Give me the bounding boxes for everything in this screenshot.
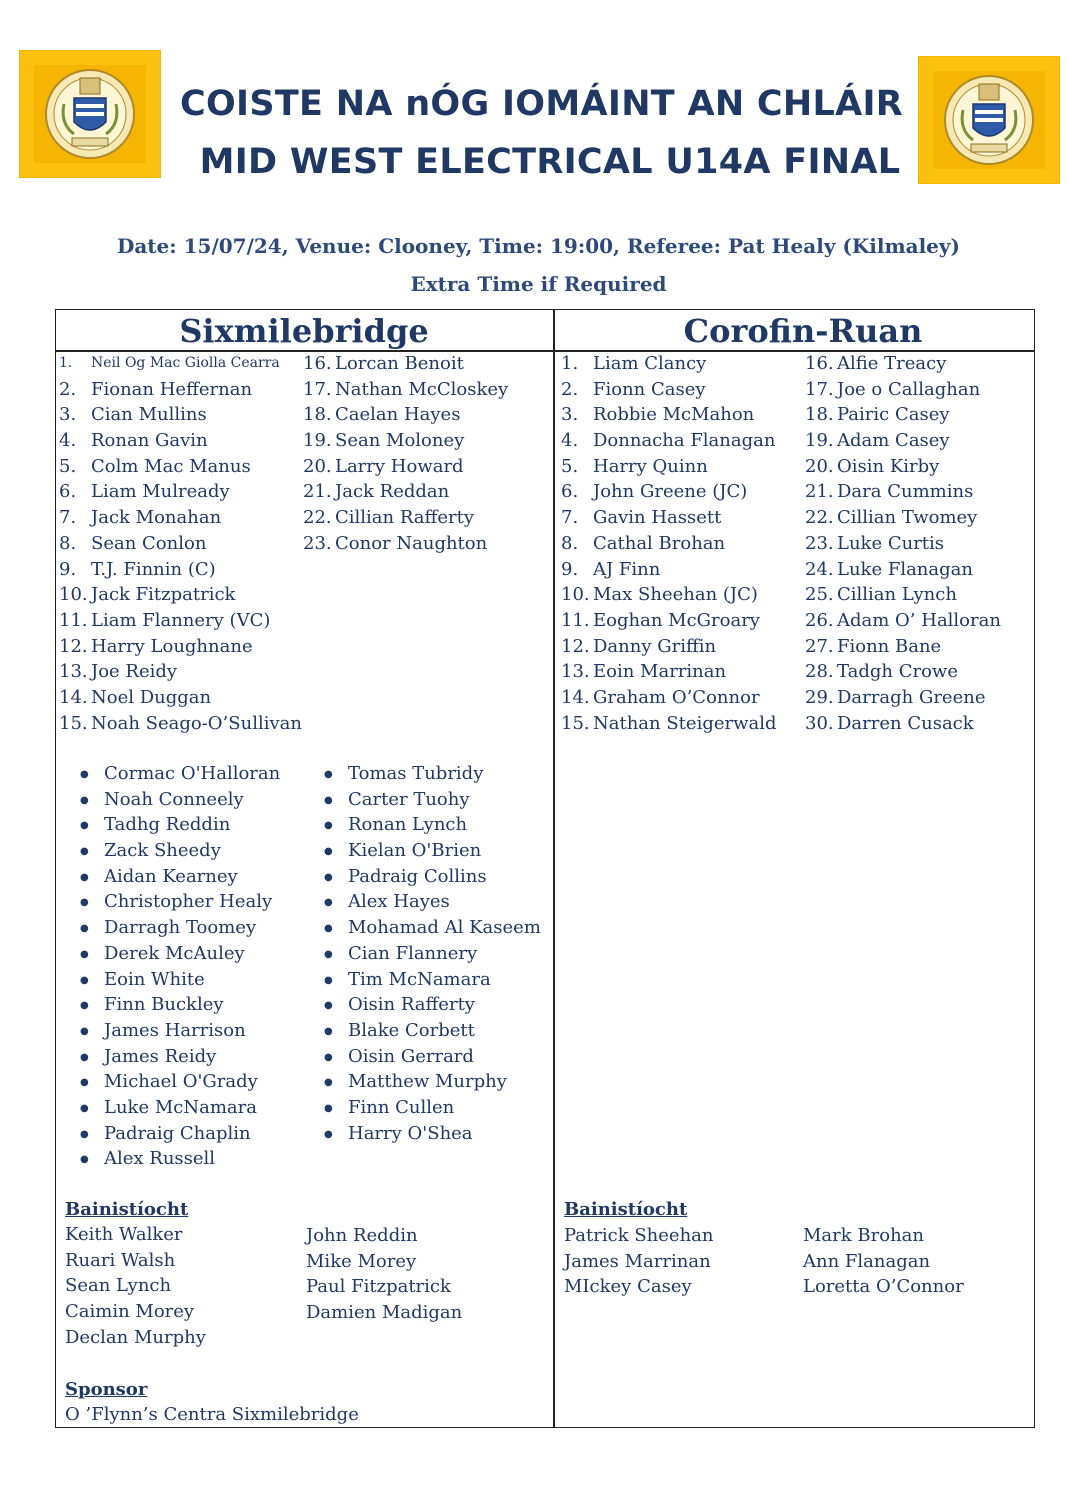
panel-player-row: [66, 864, 280, 890]
player-number: 24.: [805, 558, 834, 580]
player-number: 3.: [59, 404, 77, 426]
player-row: [303, 402, 508, 428]
player-name: Harry Quinn: [593, 455, 708, 477]
player-row: [561, 659, 777, 685]
panel-player-name: Kielan O'Brien: [348, 840, 482, 862]
bullet-icon: [66, 967, 104, 996]
player-number: 17.: [303, 378, 332, 400]
player-name: Nathan Steigerwald: [593, 712, 777, 734]
panel-player-name: Luke McNamara: [104, 1096, 257, 1118]
home-players-1-15: [59, 351, 302, 736]
player-name: Colm Mac Manus: [91, 455, 251, 477]
panel-player-name: Padraig Chaplin: [104, 1122, 251, 1144]
management-member: Ruari Walsh: [65, 1249, 176, 1271]
player-name: Luke Curtis: [837, 532, 945, 554]
player-name: Alfie Treacy: [837, 353, 947, 374]
player-row: [59, 685, 302, 711]
panel-player-row: [310, 864, 541, 890]
panel-player-name: Ronan Lynch: [348, 814, 468, 836]
player-row: [59, 479, 302, 505]
player-number: 13.: [561, 661, 590, 683]
player-name: Lorcan Benoit: [335, 353, 464, 374]
player-number: 11.: [561, 609, 590, 631]
management-member: Keith Walker: [65, 1224, 183, 1245]
panel-player-name: Alex Hayes: [348, 891, 450, 913]
panel-player-row: [66, 761, 280, 787]
player-name: Fionn Bane: [837, 635, 942, 657]
player-row: [59, 634, 302, 660]
extra-time-note: Extra Time if Required: [410, 272, 667, 296]
player-row: [303, 505, 508, 531]
panel-player-name: Blake Corbett: [348, 1019, 475, 1041]
management-member: Declan Murphy: [65, 1326, 206, 1348]
bullet-icon: [66, 838, 104, 867]
player-row: [561, 557, 777, 583]
player-name: Max Sheehan (JC): [593, 584, 758, 606]
player-name: Adam Casey: [837, 430, 950, 452]
player-number: 6.: [59, 481, 77, 503]
panel-player-row: [310, 812, 541, 838]
panel-player-name: Harry O'Shea: [348, 1122, 473, 1144]
match-details: Date: 15/07/24, Venue: Clooney, Time: 19:00, Referee: Pat Healy (Kilmaley): [117, 234, 960, 258]
player-name: Fionan Heffernan: [91, 378, 253, 400]
player-row: [59, 557, 302, 583]
player-number: 28.: [805, 661, 834, 683]
bullet-icon: [66, 992, 104, 1021]
panel-player-name: Zack Sheedy: [104, 840, 221, 862]
player-number: 10.: [561, 584, 590, 606]
player-name: Jack Reddan: [335, 481, 450, 503]
left-crest: [20, 51, 160, 177]
player-name: Jack Fitzpatrick: [91, 584, 236, 606]
player-row: [805, 685, 1001, 711]
panel-player-name: James Reidy: [104, 1045, 217, 1067]
player-name: Harry Loughnane: [91, 635, 253, 657]
player-name: John Greene (JC): [593, 481, 748, 503]
player-name: Oisin Kirby: [837, 455, 940, 477]
player-number: 9.: [59, 558, 77, 580]
player-number: 15.: [59, 712, 88, 734]
player-name: Darren Cusack: [837, 712, 974, 734]
panel-player-row: [66, 967, 280, 993]
bullet-icon: [310, 864, 348, 893]
panel-player-name: Cian Flannery: [348, 942, 478, 964]
player-number: 23.: [303, 532, 332, 554]
panel-player-row: [310, 941, 541, 967]
player-name: Liam Mulready: [91, 481, 230, 503]
player-number: 20.: [303, 455, 332, 477]
player-row: [59, 454, 302, 480]
player-row: [561, 531, 777, 557]
player-row: [561, 479, 777, 505]
player-number: 1.: [561, 353, 579, 374]
bullet-icon: [66, 889, 104, 918]
panel-player-name: Oisin Gerrard: [348, 1045, 474, 1067]
bullet-icon: [66, 1044, 104, 1073]
player-name: Gavin Hassett: [593, 507, 722, 529]
management-member: MIckey Casey: [564, 1276, 692, 1298]
player-row: [805, 634, 1001, 660]
player-row: [805, 428, 1001, 454]
panel-player-name: Cormac O'Halloran: [104, 763, 281, 784]
panel-player-name: Matthew Murphy: [348, 1071, 507, 1093]
management-member: Mike Morey: [306, 1250, 417, 1272]
player-number: 15.: [561, 712, 590, 734]
player-number: 4.: [561, 430, 579, 452]
player-row: [59, 531, 302, 557]
player-name: Sean Moloney: [335, 430, 465, 452]
bullet-icon: [310, 838, 348, 867]
player-row: [805, 711, 1001, 737]
player-number: 21.: [805, 481, 834, 503]
player-row: [805, 505, 1001, 531]
player-number: 13.: [59, 661, 88, 683]
player-name: Cian Mullins: [91, 404, 207, 426]
panel-player-name: Finn Cullen: [348, 1096, 455, 1118]
panel-player-row: [66, 1146, 280, 1172]
player-name: Eoin Marrinan: [593, 661, 727, 683]
panel-player-row: [66, 889, 280, 915]
management-member: Loretta O’Connor: [803, 1276, 964, 1298]
player-name: Luke Flanagan: [837, 558, 973, 580]
player-row: [303, 428, 508, 454]
panel-player-name: Christopher Healy: [104, 891, 273, 913]
player-number: 26.: [805, 609, 834, 631]
management-member: Ann Flanagan: [803, 1250, 931, 1272]
bullet-icon: [66, 761, 104, 790]
panel-player-row: [310, 889, 541, 915]
player-name: Sean Conlon: [91, 532, 207, 554]
player-number: 6.: [561, 481, 579, 503]
panel-player-row: [66, 1069, 280, 1095]
player-name: Ronan Gavin: [91, 430, 208, 452]
away-management-heading: Bainistíocht: [564, 1199, 688, 1220]
management-member: Patrick Sheehan: [564, 1225, 714, 1246]
away-management-list-2: [803, 1223, 964, 1300]
player-name: Cillian Lynch: [837, 584, 957, 606]
player-row: [805, 454, 1001, 480]
player-row: [59, 608, 302, 634]
panel-player-row: [310, 1095, 541, 1121]
panel-player-name: Derek McAuley: [104, 942, 245, 964]
panel-player-row: [310, 992, 541, 1018]
player-row: [805, 582, 1001, 608]
away-players-16-30: [805, 351, 1001, 736]
bullet-icon: [310, 941, 348, 970]
player-row: [805, 608, 1001, 634]
player-name: Tadgh Crowe: [837, 661, 958, 683]
title-line-1: COISTE NA nÓG IOMÁINT AN CHLÁIR: [180, 84, 904, 124]
player-name: Larry Howard: [335, 455, 464, 477]
bullet-icon: [66, 1121, 104, 1150]
player-name: Adam O’ Halloran: [837, 609, 1001, 631]
player-number: 1.: [59, 355, 73, 371]
sponsor-name: O ’Flynn’s Centra Sixmilebridge: [65, 1404, 359, 1425]
player-name: Noah Seago-O’Sullivan: [91, 712, 302, 734]
panel-player-row: [310, 915, 541, 941]
panel-player-name: Darragh Toomey: [104, 917, 257, 939]
bullet-icon: [310, 1121, 348, 1150]
player-row: [59, 711, 302, 737]
player-number: 4.: [59, 430, 77, 452]
player-row: [561, 685, 777, 711]
player-number: 18.: [303, 404, 332, 426]
player-number: 5.: [59, 455, 77, 477]
panel-player-row: [310, 1018, 541, 1044]
player-number: 17.: [805, 378, 834, 400]
player-number: 11.: [59, 609, 88, 631]
panel-player-row: [66, 915, 280, 941]
player-row: [303, 531, 508, 557]
player-name: T.J. Finnin (C): [91, 558, 216, 580]
player-number: 7.: [561, 507, 579, 529]
player-row: [561, 634, 777, 660]
sponsor-heading: Sponsor: [65, 1379, 148, 1400]
player-number: 21.: [303, 481, 332, 503]
panel-player-row: [66, 787, 280, 813]
player-number: 10.: [59, 584, 88, 606]
player-number: 27.: [805, 635, 834, 657]
player-row: [561, 402, 777, 428]
bullet-icon: [310, 1018, 348, 1047]
player-number: 3.: [561, 404, 579, 426]
bullet-icon: [310, 787, 348, 816]
player-number: 14.: [59, 686, 88, 708]
player-row: [59, 351, 302, 377]
player-row: [303, 351, 508, 377]
panel-player-name: Padraig Collins: [348, 865, 487, 887]
player-name: Cillian Rafferty: [335, 507, 474, 529]
player-name: Darragh Greene: [837, 686, 986, 708]
panel-player-row: [66, 992, 280, 1018]
panel-player-row: [310, 787, 541, 813]
bullet-icon: [66, 864, 104, 893]
bullet-icon: [310, 915, 348, 944]
away-management-list-1: [564, 1223, 713, 1300]
player-name: Donnacha Flanagan: [593, 430, 776, 452]
player-row: [805, 531, 1001, 557]
bullet-icon: [310, 992, 348, 1021]
panel-player-row: [66, 941, 280, 967]
home-team-name: Sixmilebridge: [179, 312, 429, 350]
player-name: Robbie McMahon: [593, 404, 755, 426]
player-row: [805, 557, 1001, 583]
bullet-icon: [310, 1069, 348, 1098]
management-member: John Reddin: [306, 1225, 418, 1246]
player-row: [561, 608, 777, 634]
bullet-icon: [310, 967, 348, 996]
panel-player-row: [310, 967, 541, 993]
player-name: Fionn Casey: [593, 378, 706, 400]
title-line-2: MID WEST ELECTRICAL U14A FINAL: [199, 142, 901, 182]
player-row: [561, 428, 777, 454]
player-row: [805, 659, 1001, 685]
player-name: Joe o Callaghan: [837, 378, 981, 400]
player-row: [59, 659, 302, 685]
panel-player-row: [66, 1018, 280, 1044]
home-management-heading: Bainistíocht: [65, 1199, 189, 1220]
player-number: 14.: [561, 686, 590, 708]
player-number: 8.: [561, 532, 579, 554]
panel-player-row: [66, 1044, 280, 1070]
player-name: Pairic Casey: [837, 404, 950, 426]
bullet-icon: [66, 1018, 104, 1047]
player-row: [59, 505, 302, 531]
county-crest-icon: [40, 64, 140, 164]
panel-player-row: [310, 761, 541, 787]
panel-player-name: Alex Russell: [104, 1148, 216, 1170]
away-players-1-15: [561, 351, 777, 736]
county-crest-icon: [939, 70, 1039, 170]
player-name: Liam Clancy: [593, 353, 707, 374]
bullet-icon: [310, 761, 348, 790]
column-divider: [553, 309, 555, 1428]
panel-player-row: [310, 1121, 541, 1147]
management-member: Sean Lynch: [65, 1275, 172, 1297]
player-name: Jack Monahan: [91, 507, 222, 529]
bullet-icon: [66, 787, 104, 816]
player-number: 16.: [805, 353, 834, 374]
player-name: Liam Flannery (VC): [91, 609, 271, 631]
panel-player-row: [310, 1044, 541, 1070]
home-players-16-23: [303, 351, 508, 557]
player-number: 16.: [303, 353, 332, 374]
player-row: [805, 351, 1001, 377]
panel-player-row: [66, 1095, 280, 1121]
player-row: [59, 402, 302, 428]
panel-player-name: Eoin White: [104, 968, 205, 990]
player-row: [561, 454, 777, 480]
player-number: 2.: [561, 378, 579, 400]
panel-player-name: Tim McNamara: [348, 968, 491, 990]
player-name: Caelan Hayes: [335, 404, 461, 426]
player-number: 23.: [805, 532, 834, 554]
player-row: [303, 479, 508, 505]
panel-player-row: [310, 1069, 541, 1095]
bullet-icon: [66, 1146, 104, 1175]
player-row: [59, 377, 302, 403]
bullet-icon: [66, 812, 104, 841]
panel-player-name: Tomas Tubridy: [348, 763, 484, 784]
player-number: 7.: [59, 507, 77, 529]
player-name: AJ Finn: [593, 558, 661, 580]
player-number: 18.: [805, 404, 834, 426]
home-panel-list-1: [66, 761, 280, 1172]
player-name: Cillian Twomey: [837, 507, 978, 529]
player-name: Eoghan McGroary: [593, 609, 760, 631]
player-number: 20.: [805, 455, 834, 477]
player-row: [59, 582, 302, 608]
management-member: Damien Madigan: [306, 1302, 463, 1324]
player-name: Danny Griffin: [593, 635, 717, 657]
player-number: 9.: [561, 558, 579, 580]
panel-player-name: James Harrison: [104, 1019, 246, 1041]
panel-player-name: Noah Conneely: [104, 788, 244, 810]
player-number: 12.: [59, 635, 88, 657]
bullet-icon: [310, 812, 348, 841]
panel-player-row: [66, 838, 280, 864]
bullet-icon: [66, 1095, 104, 1124]
player-name: Cathal Brohan: [593, 532, 726, 554]
right-crest: [919, 57, 1059, 183]
bullet-icon: [310, 1044, 348, 1073]
player-row: [561, 377, 777, 403]
panel-player-name: Aidan Kearney: [104, 865, 238, 887]
panel-player-name: Michael O'Grady: [104, 1071, 258, 1093]
panel-player-name: Carter Tuohy: [348, 788, 470, 810]
panel-player-row: [66, 812, 280, 838]
player-name: Conor Naughton: [335, 532, 488, 554]
player-number: 22.: [303, 507, 332, 529]
player-number: 19.: [303, 430, 332, 452]
player-number: 25.: [805, 584, 834, 606]
player-name: Noel Duggan: [91, 686, 212, 708]
player-number: 12.: [561, 635, 590, 657]
player-name: Dara Cummins: [837, 481, 974, 503]
player-row: [561, 711, 777, 737]
player-row: [805, 402, 1001, 428]
panel-player-row: [66, 1121, 280, 1147]
player-number: 19.: [805, 430, 834, 452]
panel-player-name: Mohamad Al Kaseem: [348, 917, 541, 939]
player-row: [561, 351, 777, 377]
panel-player-name: Finn Buckley: [104, 994, 224, 1016]
player-name: Joe Reidy: [91, 661, 178, 683]
player-row: [561, 505, 777, 531]
player-number: 22.: [805, 507, 834, 529]
panel-player-name: Tadhg Reddin: [104, 814, 231, 836]
panel-player-row: [310, 838, 541, 864]
away-team-name: Corofin-Ruan: [683, 312, 923, 350]
management-member: James Marrinan: [564, 1250, 711, 1272]
player-number: 29.: [805, 686, 834, 708]
home-management-list-2: [306, 1223, 462, 1326]
bullet-icon: [310, 889, 348, 918]
management-member: Mark Brohan: [803, 1225, 924, 1246]
bullet-icon: [66, 915, 104, 944]
player-number: 2.: [59, 378, 77, 400]
bullet-icon: [66, 941, 104, 970]
player-row: [805, 377, 1001, 403]
player-number: 5.: [561, 455, 579, 477]
panel-player-name: Oisin Rafferty: [348, 994, 475, 1016]
player-name: Neil Og Mac Giolla Cearra: [91, 355, 280, 371]
bullet-icon: [66, 1069, 104, 1098]
player-row: [805, 479, 1001, 505]
bullet-icon: [310, 1095, 348, 1124]
player-number: 30.: [805, 712, 834, 734]
player-row: [561, 582, 777, 608]
management-member: Caimin Morey: [65, 1301, 195, 1323]
home-management-list-1: [65, 1222, 206, 1350]
player-row: [303, 454, 508, 480]
player-row: [59, 428, 302, 454]
player-name: Nathan McCloskey: [335, 378, 509, 400]
home-panel-list-2: [310, 761, 541, 1146]
player-name: Graham O’Connor: [593, 686, 760, 708]
player-row: [303, 377, 508, 403]
player-number: 8.: [59, 532, 77, 554]
management-member: Paul Fitzpatrick: [306, 1276, 451, 1298]
